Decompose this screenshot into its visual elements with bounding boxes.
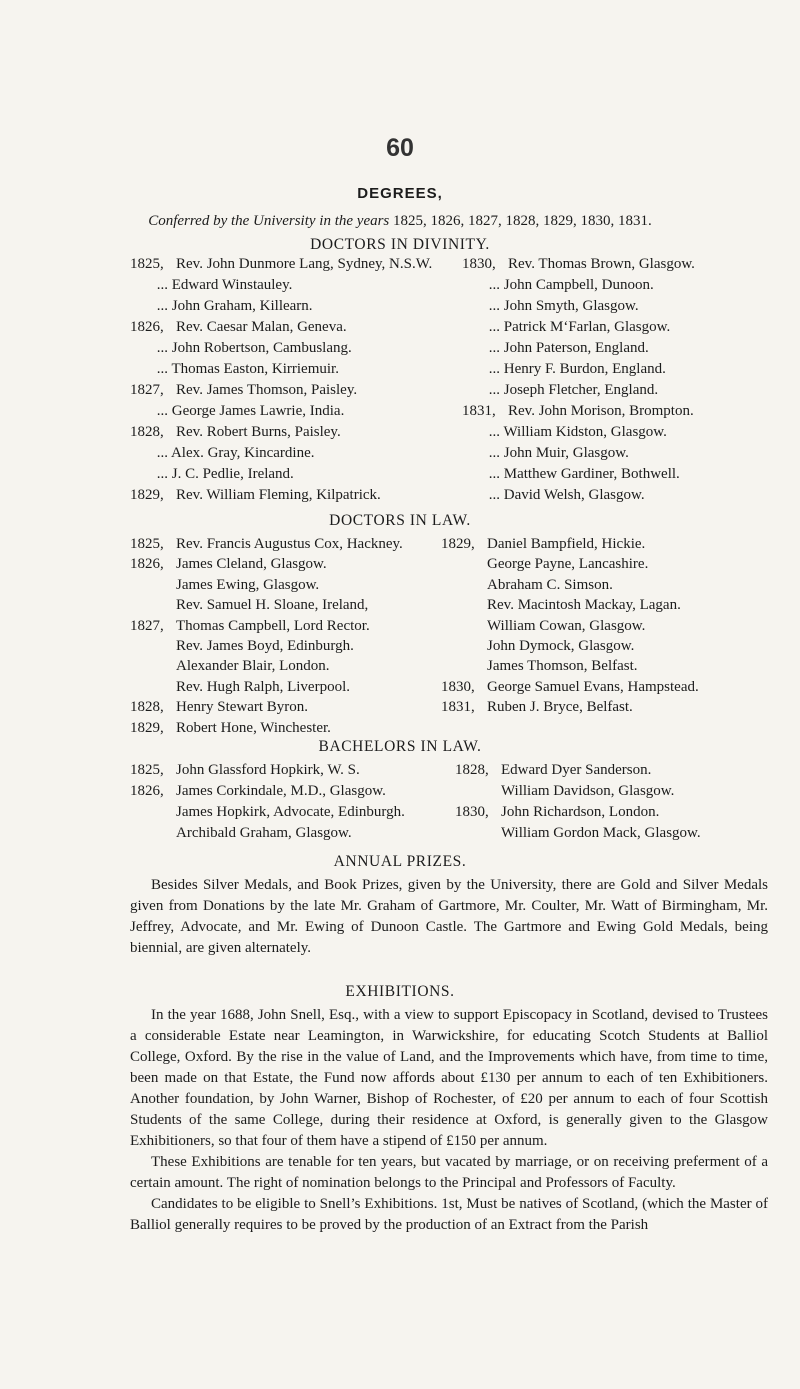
law-right-column bbox=[441, 534, 699, 718]
entry-year: 1828, bbox=[130, 424, 164, 440]
entry-name: Rev. John Dunmore Lang, Sydney, N.S.W. bbox=[176, 256, 433, 272]
entry-name: Henry Stewart Byron. bbox=[176, 699, 309, 716]
entry-year: 1831, bbox=[441, 699, 475, 716]
entry-year: ... bbox=[488, 340, 500, 356]
entry-name: Rev. Caesar Malan, Geneva. bbox=[176, 319, 347, 335]
list-item bbox=[130, 802, 405, 823]
entry-name: Archibald Graham, Glasgow. bbox=[176, 825, 352, 841]
list-item bbox=[441, 595, 699, 615]
list-item bbox=[130, 656, 403, 676]
entry-name: William Kidston, Glasgow. bbox=[503, 424, 667, 440]
entry-name: James Corkindale, M.D., Glasgow. bbox=[176, 783, 386, 799]
list-item bbox=[462, 317, 695, 338]
list-item bbox=[130, 781, 405, 802]
prizes-paragraph bbox=[130, 875, 768, 959]
entry-name: Alexander Blair, London. bbox=[176, 658, 330, 675]
bachelors-heading: BACHELORS IN LAW. bbox=[318, 738, 482, 755]
entry-year: ... bbox=[488, 424, 500, 440]
list-item bbox=[130, 554, 403, 574]
list-item bbox=[130, 534, 403, 554]
list-item bbox=[130, 275, 432, 296]
entry-year: 1831, bbox=[462, 403, 496, 419]
entry-year: 1826, bbox=[130, 783, 164, 799]
page-title: DEGREES, bbox=[357, 185, 443, 202]
entry-name: Robert Hone, Winchester. bbox=[176, 719, 331, 736]
list-item bbox=[462, 296, 695, 317]
entry-name: George Payne, Lancashire. bbox=[487, 556, 649, 573]
entry-year: ... bbox=[156, 277, 168, 293]
list-item bbox=[462, 359, 695, 380]
bachelors-left-column bbox=[130, 760, 405, 844]
exhibitions-paragraph-2: These Exhibitions are tenable for ten years, but vacated by marriage, or on receiving preferment of a certain amount. The right of nomination belongs to the Principal and Professors of Faculty. bbox=[130, 1154, 768, 1191]
list-item bbox=[130, 718, 403, 738]
prizes-text: Besides Silver Medals, and Book Prizes, given by the University, there are Gold and Silver Medals given from Donations by the late Mr. Graham of Gartmore, Mr. Coulter, Mr. Watt of Birmingham, Mr. Jeffrey, Advocate, and Mr. Ewing of Dunoon Castle. The Gartmore and Ewing Gold Medals, being biennial, are given alternately. bbox=[130, 877, 768, 956]
entry-name: Edward Dyer Sanderson. bbox=[501, 762, 652, 778]
entry-name: Daniel Bampfield, Hickie. bbox=[487, 536, 646, 552]
list-item bbox=[462, 254, 695, 275]
subtitle bbox=[0, 213, 800, 230]
entry-year: ... bbox=[156, 361, 168, 377]
list-item bbox=[441, 636, 699, 656]
law-left-column bbox=[130, 534, 403, 738]
list-item bbox=[130, 422, 432, 443]
list-item bbox=[441, 534, 699, 554]
entry-name: Thomas Campbell, Lord Rector. bbox=[176, 617, 370, 634]
entry-name: James Thomson, Belfast. bbox=[487, 658, 638, 675]
list-item bbox=[130, 575, 403, 595]
entry-year: 1830, bbox=[455, 804, 489, 820]
list-item bbox=[130, 485, 432, 506]
law-heading: DOCTORS IN LAW. bbox=[329, 512, 471, 529]
exhibitions-body bbox=[130, 1005, 768, 1236]
entry-name: John Robertson, Cambuslang. bbox=[171, 340, 352, 356]
entry-name: John Muir, Glasgow. bbox=[503, 445, 629, 461]
list-item bbox=[441, 677, 699, 697]
entry-year: ... bbox=[488, 487, 500, 503]
divinity-left-column bbox=[130, 254, 432, 506]
entry-year: ... bbox=[488, 361, 500, 377]
entry-name: Rev. James Boyd, Edinburgh. bbox=[176, 637, 354, 654]
list-item bbox=[130, 380, 432, 401]
list-item bbox=[455, 802, 701, 823]
entry-year: 1825, bbox=[130, 536, 164, 552]
list-item bbox=[455, 823, 701, 844]
entry-year: 1830, bbox=[441, 678, 475, 695]
list-item bbox=[441, 554, 699, 574]
entry-name: Rev. William Fleming, Kilpatrick. bbox=[176, 487, 381, 503]
list-item bbox=[130, 464, 432, 485]
entry-year: ... bbox=[488, 466, 500, 482]
list-item bbox=[130, 317, 432, 338]
entry-year: 1829, bbox=[441, 536, 475, 552]
entry-name: Rev. James Thomson, Paisley. bbox=[176, 382, 358, 398]
entry-year: ... bbox=[488, 298, 500, 314]
list-item bbox=[130, 616, 403, 636]
entry-year: 1825, bbox=[130, 762, 164, 778]
list-item bbox=[462, 380, 695, 401]
list-item bbox=[130, 823, 405, 844]
list-item bbox=[462, 443, 695, 464]
entry-year: 1830, bbox=[462, 256, 496, 272]
entry-name: John Richardson, London. bbox=[501, 804, 660, 820]
divinity-heading: DOCTORS IN DIVINITY. bbox=[310, 236, 490, 253]
entry-name: William Davidson, Glasgow. bbox=[501, 783, 675, 799]
list-item bbox=[441, 697, 699, 717]
entry-name: William Cowan, Glasgow. bbox=[487, 617, 646, 634]
entry-year: 1827, bbox=[130, 617, 164, 634]
list-item bbox=[130, 636, 403, 656]
list-item bbox=[441, 575, 699, 595]
entry-name: John Smyth, Glasgow. bbox=[503, 298, 639, 314]
list-item bbox=[455, 781, 701, 802]
entry-name: Rev. Thomas Brown, Glasgow. bbox=[508, 256, 695, 272]
entry-name: James Cleland, Glasgow. bbox=[176, 556, 327, 573]
entry-name: William Gordon Mack, Glasgow. bbox=[501, 825, 701, 841]
entry-year: ... bbox=[156, 445, 168, 461]
entry-name: Joseph Fletcher, England. bbox=[503, 382, 659, 398]
entry-year: 1826, bbox=[130, 319, 164, 335]
entry-year: 1829, bbox=[130, 719, 164, 736]
list-item bbox=[130, 338, 432, 359]
list-item bbox=[441, 616, 699, 636]
list-item bbox=[130, 697, 403, 717]
exhibitions-heading: EXHIBITIONS. bbox=[345, 983, 455, 1000]
entry-year: 1828, bbox=[130, 699, 164, 716]
entry-year: ... bbox=[156, 466, 168, 482]
list-item bbox=[130, 359, 432, 380]
list-item bbox=[130, 296, 432, 317]
list-item bbox=[462, 464, 695, 485]
prizes-heading: ANNUAL PRIZES. bbox=[333, 853, 467, 870]
entry-year: 1826, bbox=[130, 556, 164, 573]
entry-name: John Graham, Killearn. bbox=[171, 298, 313, 314]
list-item bbox=[455, 760, 701, 781]
entry-name: George James Lawrie, India. bbox=[171, 403, 345, 419]
entry-name: Henry F. Burdon, England. bbox=[503, 361, 666, 377]
entry-year: 1827, bbox=[130, 382, 164, 398]
list-item bbox=[462, 275, 695, 296]
entry-name: George Samuel Evans, Hampstead. bbox=[487, 678, 699, 695]
list-item bbox=[462, 485, 695, 506]
entry-name: James Hopkirk, Advocate, Edinburgh. bbox=[176, 804, 405, 820]
list-item bbox=[130, 595, 403, 615]
divinity-right-column bbox=[462, 254, 695, 506]
entry-name: J. C. Pedlie, Ireland. bbox=[171, 466, 294, 482]
subtitle-years: 1825, 1826, 1827, 1828, 1829, 1830, 1831. bbox=[393, 213, 652, 229]
entry-year: ... bbox=[488, 382, 500, 398]
bachelors-right-column bbox=[455, 760, 701, 844]
entry-name: Rev. Macintosh Mackay, Lagan. bbox=[487, 597, 681, 614]
exhibitions-paragraph-1: In the year 1688, John Snell, Esq., with a view to support Episcopacy in Scotland, devised to Trustees a considerable Estate near Leamington, in Warwickshire, for educating Scotch Students at Balliol College, Oxford. By the rise in the value of Land, and the Improvements which have, from time to time, been made on that Estate, the Fund now affords about £130 per annum to each of ten Exhibitioners. Another foundation, by John Warner, Bishop of Rochester, of £20 per annum to each of four Scottish Students of the same College, during their residence at Oxford, is generally given to the Glasgow Exhibitioners, so that four of them have a stipend of £150 per annum. bbox=[130, 1007, 768, 1149]
entry-name: David Welsh, Glasgow. bbox=[503, 487, 645, 503]
entry-name: John Glassford Hopkirk, W. S. bbox=[176, 762, 360, 778]
entry-name: Patrick M‘Farlan, Glasgow. bbox=[503, 319, 671, 335]
exhibitions-paragraph-3: Candidates to be eligible to Snell’s Exhibitions. 1st, Must be natives of Scotland, (which the Master of Balliol generally requires to be proved by the production of an Extract from the Parish bbox=[130, 1196, 768, 1233]
list-item bbox=[462, 338, 695, 359]
entry-year: ... bbox=[488, 319, 500, 335]
list-item bbox=[441, 656, 699, 676]
list-item bbox=[130, 254, 432, 275]
entry-name: Thomas Easton, Kirriemuir. bbox=[171, 361, 339, 377]
list-item bbox=[130, 760, 405, 781]
entry-name: Matthew Gardiner, Bothwell. bbox=[503, 466, 680, 482]
entry-name: Rev. Robert Burns, Paisley. bbox=[176, 424, 341, 440]
entry-year: ... bbox=[156, 298, 168, 314]
entry-name: Abraham C. Simson. bbox=[487, 576, 613, 593]
entry-year: 1828, bbox=[455, 762, 489, 778]
entry-name: Rev. John Morison, Brompton. bbox=[508, 403, 694, 419]
list-item bbox=[462, 401, 695, 422]
entry-name: Edward Winstauley. bbox=[171, 277, 293, 293]
subtitle-italic: Conferred by the University in the years bbox=[148, 213, 390, 229]
list-item bbox=[130, 401, 432, 422]
entry-year: 1825, bbox=[130, 256, 164, 272]
entry-name: James Ewing, Glasgow. bbox=[176, 576, 320, 593]
list-item bbox=[130, 677, 403, 697]
entry-name: Ruben J. Bryce, Belfast. bbox=[487, 699, 633, 716]
entry-name: Rev. Hugh Ralph, Liverpool. bbox=[176, 678, 351, 695]
entry-name: John Paterson, England. bbox=[503, 340, 649, 356]
entry-name: John Dymock, Glasgow. bbox=[487, 637, 635, 654]
entry-year: ... bbox=[488, 445, 500, 461]
entry-name: Alex. Gray, Kincardine. bbox=[170, 445, 315, 461]
entry-name: Rev. Francis Augustus Cox, Hackney. bbox=[176, 536, 403, 552]
page-number: 60 bbox=[386, 134, 414, 162]
entry-name: John Campbell, Dunoon. bbox=[503, 277, 654, 293]
entry-year: ... bbox=[488, 277, 500, 293]
list-item bbox=[462, 422, 695, 443]
entry-year: ... bbox=[156, 340, 168, 356]
list-item bbox=[130, 443, 432, 464]
entry-name: Rev. Samuel H. Sloane, Ireland, bbox=[176, 597, 369, 614]
entry-year: 1829, bbox=[130, 487, 164, 503]
entry-year: ... bbox=[156, 403, 168, 419]
